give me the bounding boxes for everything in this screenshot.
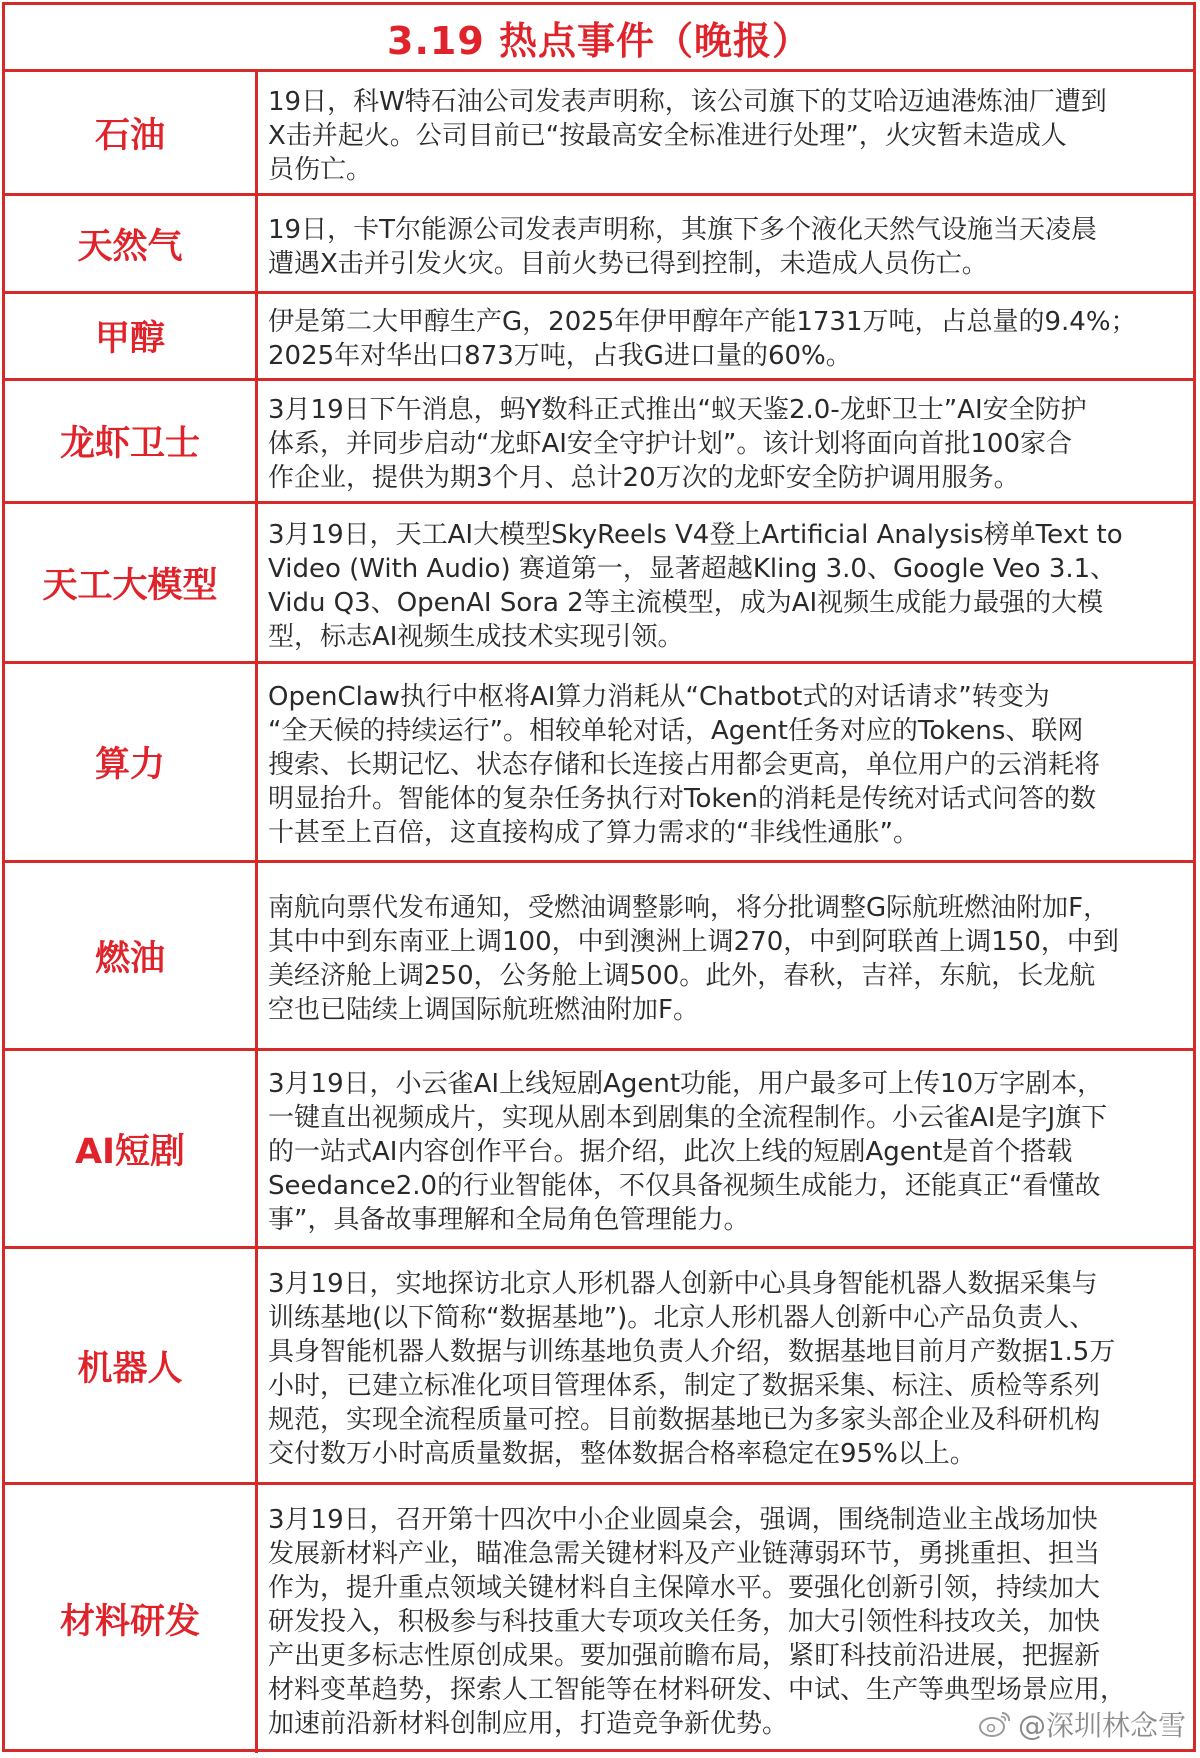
content-line: 加速前沿新材料创制应用，打造竞争新优势。 [268, 1709, 789, 1739]
row-content [258, 196, 1193, 291]
content-line: 产出更多标志性原创成果。要加强前瞻布局，紧盯科技前沿进展，把握新 [268, 1641, 1101, 1671]
content-line: 搜索、长期记忆、状态存储和长连接占用都会更高，单位用户的云消耗将 [268, 750, 1101, 780]
row-content [258, 504, 1193, 661]
content-line: Seedance2.0的行业智能体，不仅具备视频生成能力，还能真正“看懂故 [268, 1170, 1101, 1201]
row-category-label: 天然气 [5, 196, 258, 291]
table-row [5, 664, 1193, 863]
row-category-label: 天工大模型 [5, 504, 258, 661]
content-line: X击并起火。公司目前已“按最高安全标准进行处理”，火灾暂未造成人 [268, 120, 1067, 151]
content-line: 作为，提升重点领域关键材料自主保障水平。要强化创新引领，持续加大 [268, 1573, 1101, 1603]
table-row [5, 1051, 1193, 1249]
table-row [5, 381, 1193, 504]
content-line: 3月19日，实地探访北京人形机器人创新中心具身智能机器人数据采集与 [268, 1268, 1098, 1299]
content-line: 规范，实现全流程质量可控。目前数据基地已为多家头部企业及科研机构 [268, 1404, 1101, 1435]
content-line: 空也已陆续上调国际航班燃油附加F。 [268, 994, 699, 1025]
table-row [5, 72, 1193, 196]
content-line: 遭遇X击并引发火灾。目前火势已得到控制，未造成人员伤亡。 [268, 248, 988, 279]
table-row [5, 196, 1193, 294]
table-row [5, 1249, 1193, 1485]
row-content [258, 1249, 1193, 1482]
content-line: 型，标志AI视频生成技术实现引领。 [268, 621, 684, 652]
content-line: 3月19日，小云雀AI上线短剧Agent功能，用户最多可上传10万字剧本， [268, 1068, 1104, 1099]
row-category-label: 石油 [5, 72, 258, 193]
content-line: 体系，并同步启动“龙虾AI安全守护计划”。该计划将面向首批100家合 [268, 429, 1073, 459]
watermark [978, 1704, 1186, 1744]
content-line: 3月19日下午消息，蚂Y数科正式推出“蚁天鉴2.0-龙虾卫士”AI安全防护 [268, 395, 1087, 425]
content-line: 2025年对华出口873万吨，占我G进口量的60%。 [268, 341, 852, 371]
row-content [258, 294, 1193, 378]
watermark-text: @深圳林念雪 [1017, 1709, 1186, 1742]
row-content [258, 664, 1193, 860]
table-row [5, 863, 1193, 1051]
content-line: 发展新材料产业，瞄准急需关键材料及产业链薄弱环节，勇挑重担、担当 [268, 1539, 1101, 1569]
row-content [258, 863, 1193, 1048]
content-line: 伊是第二大甲醇生产G，2025年伊甲醇年产能1731万吨，占总量的9.4%； [268, 307, 1137, 337]
content-line: 十甚至上百倍，这直接构成了算力需求的“非线性通胀”。 [268, 818, 919, 848]
row-category-label: 甲醇 [5, 294, 258, 378]
content-line: 19日，科W特石油公司发表声明称，该公司旗下的艾哈迈迪港炼油厂遭到 [268, 86, 1107, 117]
content-line: 具身智能机器人数据与训练基地负责人介绍，数据基地目前月产数据1.5万 [268, 1336, 1116, 1367]
content-line: 19日，卡T尔能源公司发表声明称，其旗下多个液化天然气设施当天凌晨 [268, 214, 1097, 245]
table-row [5, 294, 1193, 381]
content-line: Video (With Audio) 赛道第一，显著超越Kling 3.0、Google Veo 3.1、 [268, 553, 1117, 584]
hot-events-table [2, 2, 1196, 1752]
row-category-label: 材料研发 [5, 1485, 258, 1753]
content-line: 一键直出视频成片，实现从剧本到剧集的全流程制作。小云雀AI是字J旗下 [268, 1102, 1108, 1133]
row-category-label: 燃油 [5, 863, 258, 1048]
content-line: 员伤亡。 [268, 154, 373, 185]
row-category-label: AI短剧 [5, 1051, 258, 1246]
content-line: 训练基地(以下简称“数据基地”)。北京人形机器人创新中心产品负责人、 [268, 1302, 1096, 1333]
weibo-logo-icon [978, 1709, 1012, 1739]
row-category-label: 算力 [5, 664, 258, 860]
table-row [5, 504, 1193, 664]
row-category-label: 机器人 [5, 1249, 258, 1482]
content-line: 美经济舱上调250，公务舱上调500。此外，春秋，吉祥，东航，长龙航 [268, 960, 1096, 991]
content-line: 3月19日，召开第十四次中小企业圆桌会，强调，围绕制造业主战场加快 [268, 1505, 1098, 1535]
row-category-label: 龙虾卫士 [5, 381, 258, 501]
row-content [258, 1051, 1193, 1246]
content-line: OpenClaw执行中枢将AI算力消耗从“Chatbot式的对话请求”转变为 [268, 682, 1050, 712]
content-line: 小时，已建立标准化项目管理体系，制定了数据采集、标注、质检等系列 [268, 1370, 1101, 1401]
content-line: “全天候的持续运行”。相较单轮对话，Agent任务对应的Tokens、联网 [268, 716, 1084, 746]
content-line: 明显抬升。智能体的复杂任务执行对Token的消耗是传统对话式问答的数 [268, 784, 1096, 814]
content-line: 事”，具备故事理解和全局角色管理能力。 [268, 1204, 750, 1235]
content-line: 材料变革趋势，探索人工智能等在材料研发、中试、生产等典型场景应用， [268, 1675, 1127, 1705]
content-line: 南航向票代发布通知，受燃油调整影响，将分批调整G际航班燃油附加F， [268, 892, 1110, 923]
content-line: 作企业，提供为期3个月、总计20万次的龙虾安全防护调用服务。 [268, 463, 1020, 493]
content-line: 研发投入，积极参与科技重大专项攻关任务，加大引领性科技攻关，加快 [268, 1607, 1101, 1637]
content-line: 交付数万小时高质量数据，整体数据合格率稳定在95%以上。 [268, 1438, 976, 1469]
row-content [258, 381, 1193, 501]
content-line: 的一站式AI内容创作平台。据介绍，此次上线的短剧Agent是首个搭载 [268, 1136, 1073, 1167]
row-content [258, 72, 1193, 193]
content-line: 3月19日，天工AI大模型SkyReels V4登上Artificial Analysis榜单Text to [268, 519, 1123, 550]
content-line: 其中中到东南亚上调100，中到澳洲上调270，中到阿联酋上调150，中到 [268, 926, 1119, 957]
page-title: 3.19 热点事件（晚报） [5, 5, 1193, 72]
content-line: Vidu Q3、OpenAI Sora 2等主流模型，成为AI视频生成能力最强的大模 [268, 587, 1104, 618]
